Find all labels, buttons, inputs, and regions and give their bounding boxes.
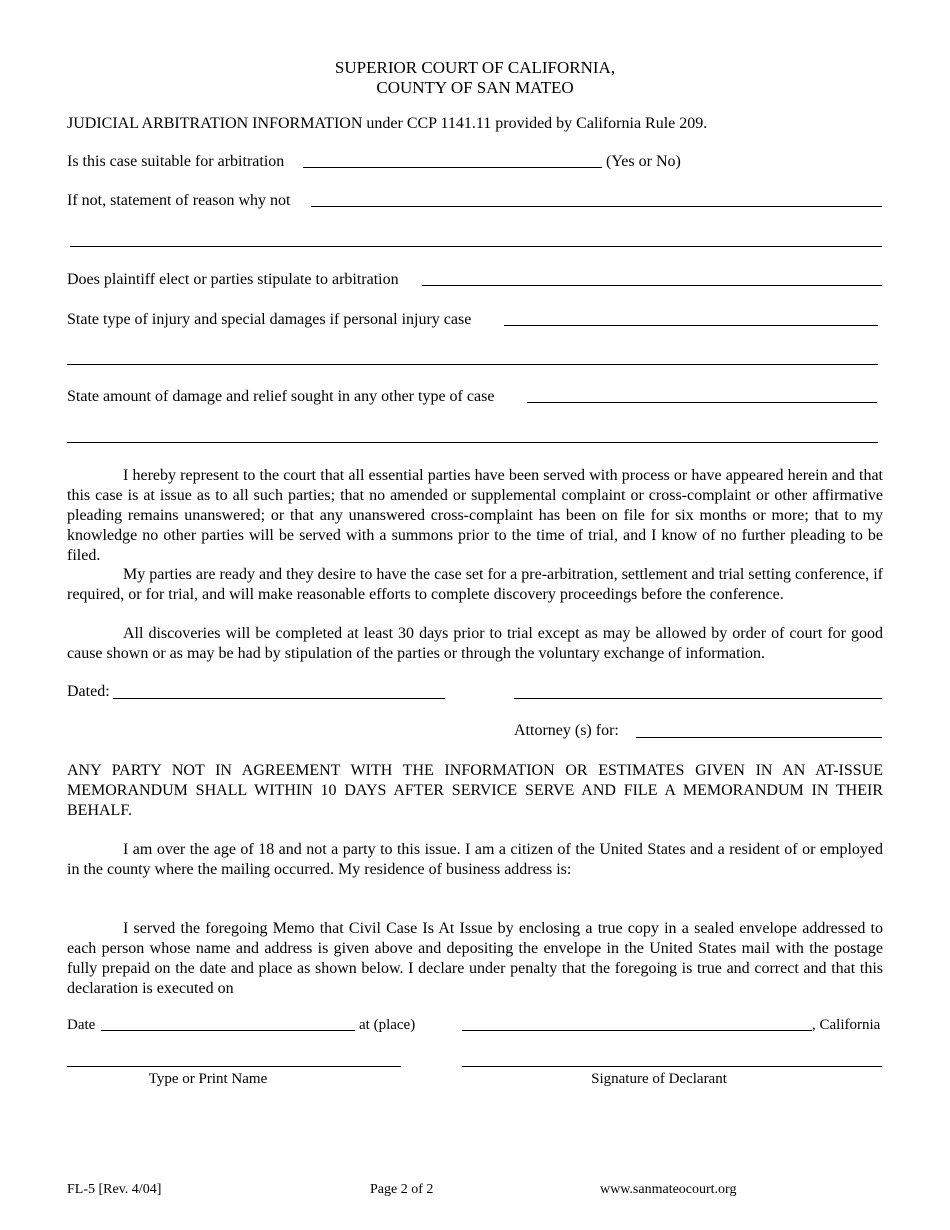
injury-field-line2[interactable]	[67, 364, 878, 365]
reason-field-line2[interactable]	[70, 246, 882, 247]
suitable-field[interactable]	[303, 167, 602, 168]
statement-paragraph-1: I hereby represent to the court that all essential parties have been served with process or have appeared herein and that this case is at issue as to all such parties; that no amended or supplemental complaint or cross-complaint or other affirmative pleading remains unanswered; or that any unanswered cross-complaint has been on file for six months or more; that to my knowledge no other parties will be served with a summons prior to the time of trial, and I know of no further pleading to be filed.	[67, 467, 883, 564]
court-name-line1: SUPERIOR COURT OF CALIFORNIA,	[334, 58, 616, 77]
service-paragraph-1: I am over the age of 18 and not a party to this issue. I am a citizen of the United States and a resident of or employed in the county where the mailing occurred. My residence of business address is:	[67, 841, 883, 878]
statement-paragraph-3: All discoveries will be completed at least 30 days prior to trial except as may be allowed by order of court for good cause shown or as may be had by stipulation of the parties or through the voluntary exchange of information.	[67, 625, 883, 662]
attorney-for-field[interactable]	[636, 737, 882, 738]
reason-label: If not, statement of reason why not	[67, 192, 291, 209]
service-paragraph-2: I served the foregoing Memo that Civil Case Is At Issue by enclosing a true copy in a sealed envelope addressed to each person whose name and address is given above and depositing the envelope in the United States mail with the postage fully prepaid on the date and place as shown below. I declare under penalty that the foregoing is true and correct and that this declaration is executed on	[67, 920, 883, 997]
page-number: Page 2 of 2	[370, 1182, 434, 1197]
court-name-line2: COUNTY OF SAN MATEO	[376, 78, 574, 97]
declarant-signature-field[interactable]	[462, 1066, 882, 1067]
attorney-label: Attorney (s) for:	[514, 722, 619, 739]
service-place-field[interactable]	[462, 1030, 812, 1031]
suitable-label: Is this case suitable for arbitration	[67, 153, 285, 170]
injury-label: State type of injury and special damages if personal injury case	[67, 311, 472, 328]
service-state-label: , California	[812, 1017, 881, 1033]
print-name-caption: Type or Print Name	[148, 1071, 268, 1087]
service-date-label: Date	[67, 1017, 96, 1033]
print-name-field[interactable]	[67, 1066, 401, 1067]
service-date-field[interactable]	[101, 1030, 355, 1031]
stipulate-field[interactable]	[422, 285, 882, 286]
service-place-label: at (place)	[359, 1017, 416, 1033]
arbitration-heading: JUDICIAL ARBITRATION INFORMATION under CCP 1141.11 provided by California Rule 209.	[67, 115, 708, 132]
injury-field[interactable]	[504, 325, 878, 326]
dated-label: Dated:	[67, 683, 110, 700]
dated-field[interactable]	[113, 698, 445, 699]
form-id: FL-5 [Rev. 4/04]	[67, 1182, 162, 1197]
court-website: www.sanmateocourt.org	[600, 1182, 737, 1197]
suitable-suffix: (Yes or No)	[606, 153, 681, 170]
amount-field-line2[interactable]	[67, 442, 878, 443]
amount-field[interactable]	[527, 402, 877, 403]
amount-label: State amount of damage and relief sought in any other type of case	[67, 388, 495, 405]
signature-caption: Signature of Declarant	[591, 1071, 727, 1087]
notice-text: ANY PARTY NOT IN AGREEMENT WITH THE INFORMATION OR ESTIMATES GIVEN IN AN AT-ISSUE MEMORANDUM SHALL WITHIN 10 DAYS AFTER SERVICE SERVE AND FILE A MEMORANDUM IN THEIR BEHALF.	[67, 762, 883, 819]
statement-paragraph-2: My parties are ready and they desire to have the case set for a pre-arbitration, settlement and trial setting conference, if required, or for trial, and will make reasonable efforts to complete discovery proceedings before the conference.	[67, 566, 883, 603]
stipulate-label: Does plaintiff elect or parties stipulate to arbitration	[67, 271, 399, 288]
attorney-signature-field[interactable]	[514, 698, 882, 699]
reason-field[interactable]	[311, 206, 882, 207]
